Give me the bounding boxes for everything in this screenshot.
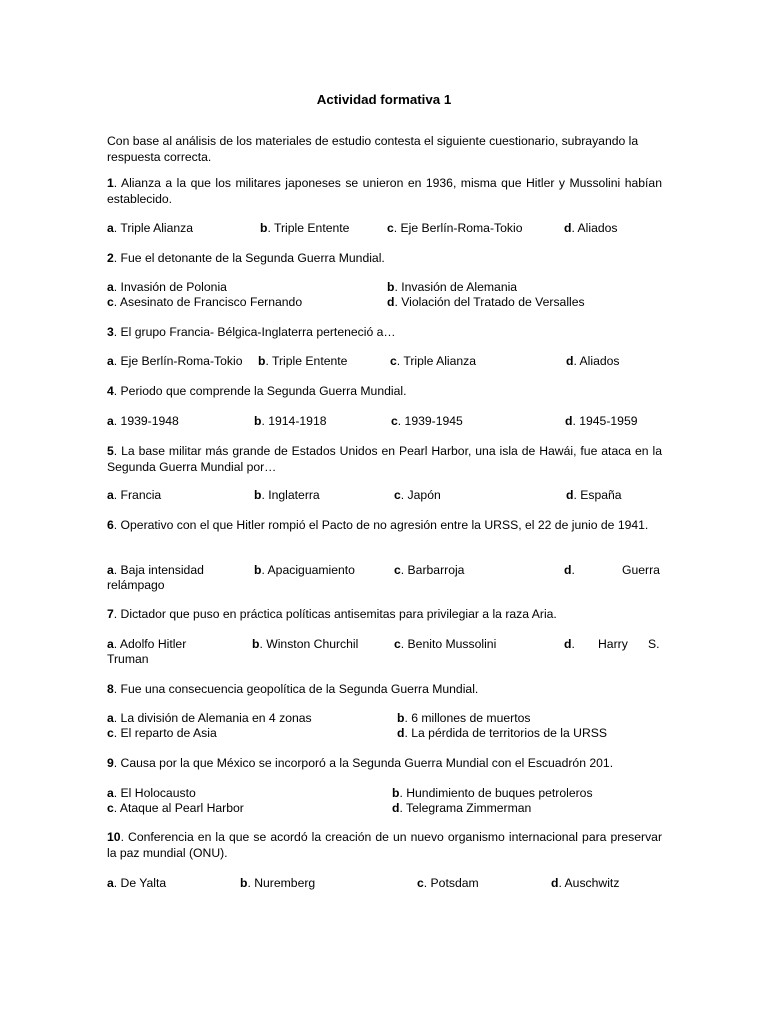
- option-8a[interactable]: [107, 711, 312, 727]
- option-text: .: [571, 637, 575, 651]
- option-letter: c: [394, 488, 401, 502]
- option-letter: a: [107, 711, 114, 725]
- option-8b[interactable]: [397, 711, 530, 727]
- option-text: . Telegrama Zimmerman: [399, 801, 532, 815]
- question-number: 2: [107, 251, 114, 265]
- option-text: . Eje Berlín-Roma-Tokio: [113, 354, 243, 368]
- option-8c[interactable]: [107, 726, 217, 742]
- option-text: . Violación del Tratado de Versalles: [394, 295, 585, 309]
- option-text: . Auschwitz: [558, 876, 620, 890]
- option-letter: a: [107, 354, 114, 368]
- question-text: . Alianza a la que los militares japoneses se unieron en 1936, misma que Hitler y Mussolini habían establecido.: [107, 176, 662, 206]
- option-letter: d: [565, 414, 573, 428]
- option-3b[interactable]: [258, 354, 347, 370]
- option-9a[interactable]: [107, 786, 196, 802]
- option-6d-wrap: relámpago: [107, 578, 165, 592]
- question-number: 5: [107, 444, 114, 458]
- option-text: . 1914-1918: [261, 414, 327, 428]
- option-text: . 1945-1959: [572, 414, 638, 428]
- option-9b[interactable]: [392, 786, 593, 802]
- option-letter: d: [564, 637, 572, 651]
- option-2d[interactable]: [387, 295, 585, 311]
- option-letter: d: [551, 876, 559, 890]
- option-letter: b: [258, 354, 266, 368]
- question-number: 10: [107, 830, 121, 844]
- option-letter: d: [392, 801, 400, 815]
- option-letter: b: [387, 280, 395, 294]
- option-text: . Triple Alianza: [396, 354, 477, 368]
- option-text: . Ataque al Pearl Harbor: [113, 801, 244, 815]
- question-number: 4: [107, 384, 114, 398]
- option-6d-word: Guerra: [622, 563, 660, 577]
- option-text: . Adolfo Hitler: [113, 637, 187, 651]
- option-text: . 6 millones de muertos: [404, 711, 531, 725]
- option-text: . Triple Alianza: [113, 221, 194, 235]
- question-text: . El grupo Francia- Bélgica-Inglaterra perteneció a…: [113, 325, 396, 339]
- option-text: . El reparto de Asia: [113, 726, 217, 740]
- option-1a[interactable]: [107, 221, 193, 237]
- question-text: . Periodo que comprende la Segunda Guerra Mundial.: [113, 384, 407, 398]
- option-letter: b: [254, 414, 262, 428]
- option-10d[interactable]: [551, 876, 619, 892]
- option-text: . Asesinato de Francisco Fernando: [113, 295, 303, 309]
- option-text: . Potsdam: [423, 876, 479, 890]
- option-10c[interactable]: [417, 876, 479, 892]
- option-letter: b: [260, 221, 268, 235]
- option-text: . 1939-1948: [113, 414, 179, 428]
- question-text: . La base militar más grande de Estados Unidos en Pearl Harbor, una isla de Hawái, fue ataca en la Segunda Guerra Mundial por…: [107, 444, 662, 474]
- option-text: . Nuremberg: [247, 876, 316, 890]
- option-text: . El Holocausto: [113, 786, 196, 800]
- option-letter: d: [564, 221, 572, 235]
- option-text: . Triple Entente: [267, 221, 350, 235]
- option-4a[interactable]: [107, 414, 179, 430]
- option-10b[interactable]: [240, 876, 315, 892]
- option-letter: c: [394, 563, 401, 577]
- option-2c[interactable]: [107, 295, 302, 311]
- question-number: 7: [107, 607, 114, 621]
- option-5d[interactable]: [566, 488, 622, 504]
- option-3c[interactable]: [390, 354, 476, 370]
- option-1d[interactable]: [564, 221, 618, 237]
- option-text: .: [571, 563, 575, 577]
- option-text: . Triple Entente: [265, 354, 348, 368]
- option-letter: a: [107, 280, 114, 294]
- option-7b[interactable]: [252, 637, 358, 653]
- option-letter: a: [107, 488, 114, 502]
- option-text: . Invasión de Polonia: [113, 280, 227, 294]
- question-text: . Dictador que puso en práctica políticas antisemitas para privilegiar a la raza Aria.: [113, 607, 557, 621]
- option-text: . Barbarroja: [400, 563, 465, 577]
- question-4: [107, 384, 662, 400]
- option-letter: b: [254, 488, 262, 502]
- question-text: . Conferencia en la que se acordó la creación de un nuevo organismo internacional para preservar la paz mundial (ONU).: [107, 830, 662, 860]
- question-number: 6: [107, 518, 114, 532]
- option-text: . España: [573, 488, 622, 502]
- option-9d[interactable]: [392, 801, 531, 817]
- document-title: Actividad formativa 1: [316, 92, 452, 107]
- option-letter: a: [107, 786, 114, 800]
- option-letter: c: [417, 876, 424, 890]
- option-5c[interactable]: [394, 488, 441, 504]
- option-text: . Francia: [113, 488, 162, 502]
- option-7d[interactable]: [564, 637, 575, 653]
- option-5b[interactable]: [254, 488, 320, 504]
- option-4b[interactable]: [254, 414, 327, 430]
- option-text: . Japón: [400, 488, 441, 502]
- option-1b[interactable]: [260, 221, 349, 237]
- option-6d[interactable]: [564, 563, 575, 579]
- option-5a[interactable]: [107, 488, 161, 504]
- option-text: . Invasión de Alemania: [394, 280, 518, 294]
- question-3: [107, 325, 662, 341]
- option-letter: d: [397, 726, 405, 740]
- option-text: . Aliados: [571, 221, 618, 235]
- option-6b[interactable]: [254, 563, 355, 579]
- option-text: . Eje Berlín-Roma-Tokio: [393, 221, 523, 235]
- option-text: . La pérdida de territorios de la URSS: [404, 726, 608, 740]
- option-letter: c: [387, 221, 394, 235]
- question-1: [107, 176, 662, 207]
- option-7d-wrap: Truman: [107, 652, 149, 666]
- option-7d-word2: S.: [648, 637, 660, 651]
- option-letter: c: [107, 726, 114, 740]
- option-letter: b: [254, 563, 262, 577]
- question-7: [107, 607, 662, 623]
- option-text: . Winston Churchil: [259, 637, 359, 651]
- option-letter: c: [107, 801, 114, 815]
- option-letter: c: [394, 637, 401, 651]
- intro-paragraph: Con base al análisis de los materiales de estudio contesta el siguiente cuestionario, subrayando la respuesta correcta.: [107, 134, 639, 164]
- option-letter: c: [107, 295, 114, 309]
- option-text: . Aliados: [573, 354, 620, 368]
- question-number: 9: [107, 756, 114, 770]
- option-letter: b: [240, 876, 248, 890]
- question-text: . Causa por la que México se incorporó a la Segunda Guerra Mundial con el Escuadrón 201.: [113, 756, 614, 770]
- question-number: 3: [107, 325, 114, 339]
- question-text: . Operativo con el que Hitler rompió el Pacto de no agresión entre la URSS, el 22 de junio de 1941.: [113, 518, 649, 532]
- option-letter: a: [107, 637, 114, 651]
- option-text: . Apaciguamiento: [261, 563, 355, 577]
- option-3a[interactable]: [107, 354, 242, 370]
- option-letter: a: [107, 876, 114, 890]
- option-text: . Inglaterra: [261, 488, 320, 502]
- option-7a[interactable]: [107, 637, 186, 653]
- option-text: . De Yalta: [113, 876, 167, 890]
- option-letter: a: [107, 414, 114, 428]
- question-6: [107, 518, 662, 534]
- option-letter: b: [392, 786, 400, 800]
- option-text: . Benito Mussolini: [400, 637, 497, 651]
- question-10: [107, 830, 662, 861]
- option-letter: d: [566, 354, 574, 368]
- question-2: [107, 251, 662, 267]
- option-3d[interactable]: [566, 354, 620, 370]
- option-text: . 1939-1945: [397, 414, 463, 428]
- question-5: [107, 444, 662, 475]
- option-letter: d: [566, 488, 574, 502]
- option-7d-word1: Harry: [598, 637, 628, 651]
- option-2a[interactable]: [107, 280, 227, 296]
- option-7c[interactable]: [394, 637, 496, 653]
- option-letter: c: [391, 414, 398, 428]
- option-4c[interactable]: [391, 414, 463, 430]
- option-text: . La división de Alemania en 4 zonas: [113, 711, 312, 725]
- question-number: 1: [107, 176, 114, 190]
- option-letter: c: [390, 354, 397, 368]
- question-8: [107, 682, 662, 698]
- question-text: . Fue el detonante de la Segunda Guerra Mundial.: [113, 251, 385, 265]
- option-8d[interactable]: [397, 726, 607, 742]
- option-2b[interactable]: [387, 280, 517, 296]
- option-text: . Hundimiento de buques petroleros: [399, 786, 593, 800]
- option-6a[interactable]: [107, 563, 204, 579]
- option-10a[interactable]: [107, 876, 166, 892]
- question-text: . Fue una consecuencia geopolítica de la Segunda Guerra Mundial.: [113, 682, 479, 696]
- option-1c[interactable]: [387, 221, 522, 237]
- option-4d[interactable]: [565, 414, 638, 430]
- question-number: 8: [107, 682, 114, 696]
- option-9c[interactable]: [107, 801, 244, 817]
- question-9: [107, 756, 662, 772]
- option-text: . Baja intensidad: [113, 563, 204, 577]
- option-letter: d: [564, 563, 572, 577]
- option-letter: a: [107, 563, 114, 577]
- option-letter: a: [107, 221, 114, 235]
- option-letter: b: [397, 711, 405, 725]
- option-letter: b: [252, 637, 260, 651]
- option-6c[interactable]: [394, 563, 464, 579]
- option-letter: d: [387, 295, 395, 309]
